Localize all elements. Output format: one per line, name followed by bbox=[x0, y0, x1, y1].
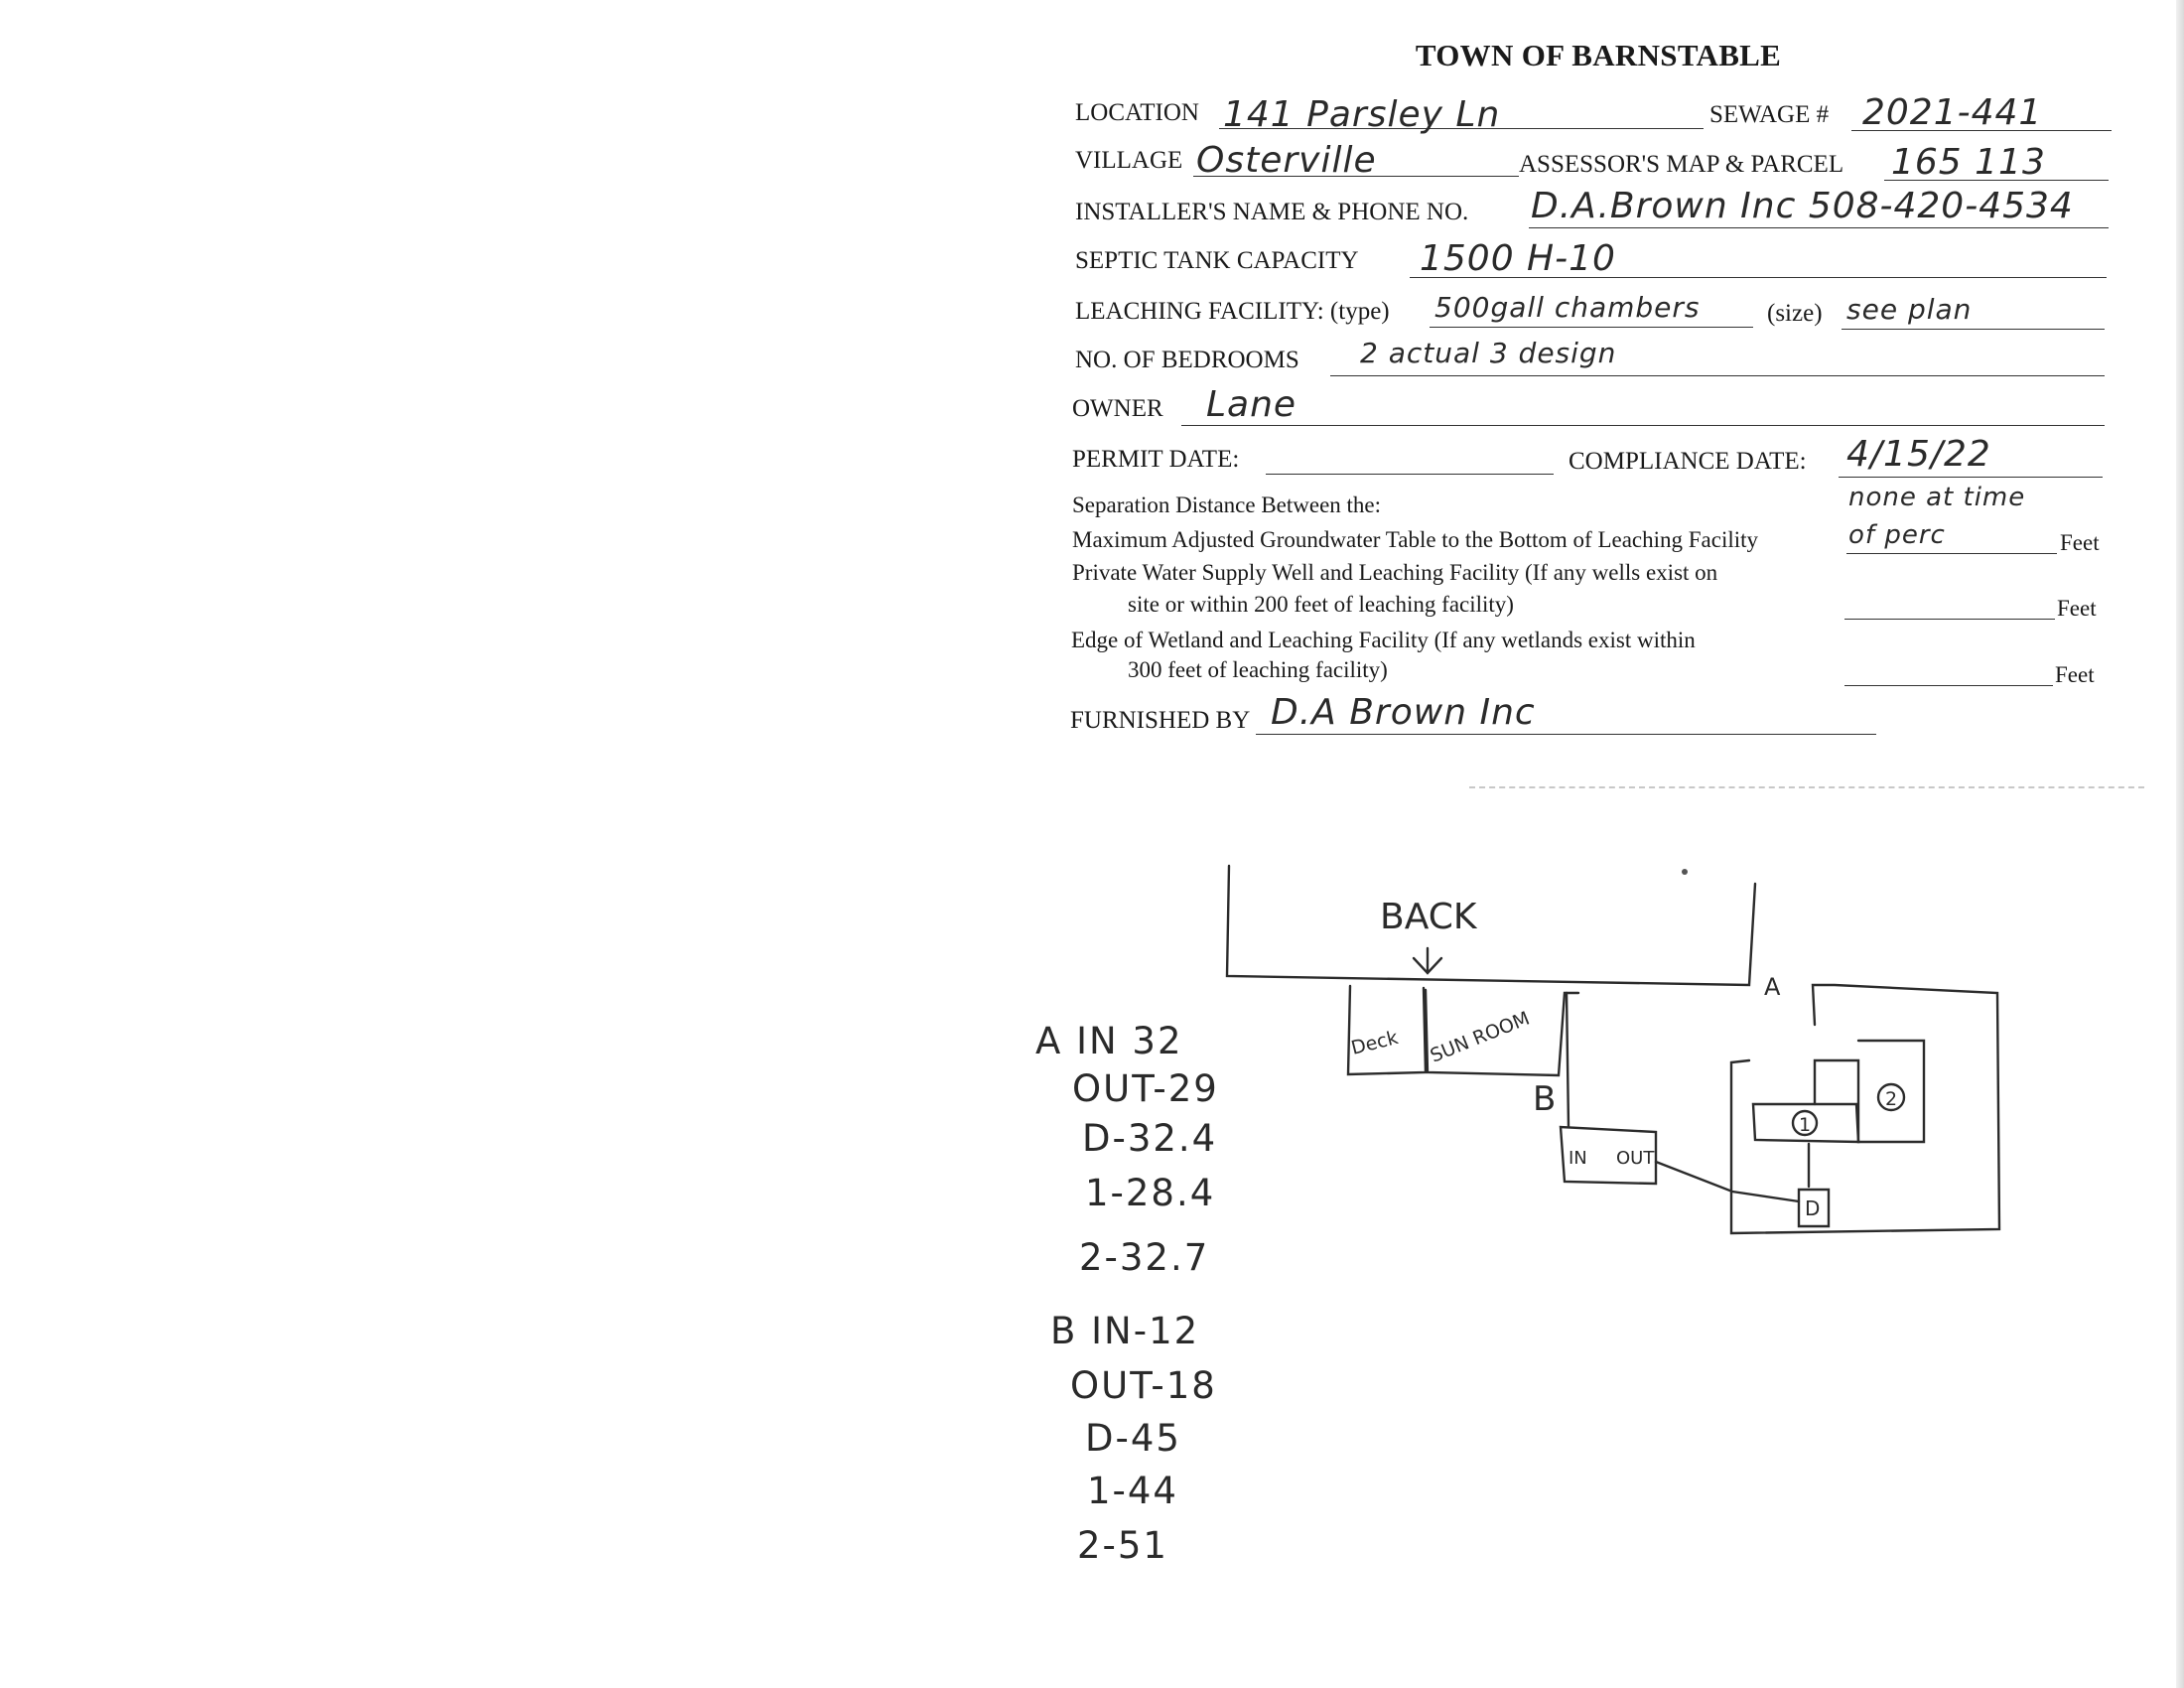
septic-capacity-label: SEPTIC TANK CAPACITY bbox=[1075, 247, 1359, 274]
village-value: Osterville bbox=[1196, 140, 1377, 181]
chamber-2-label: 2 bbox=[1885, 1088, 1898, 1110]
sewage-number-value: 2021-441 bbox=[1862, 92, 2043, 133]
sun-room-label: SUN ROOM bbox=[1427, 1007, 1533, 1067]
bedrooms-label: NO. OF BEDROOMS bbox=[1075, 347, 1299, 373]
owner-value: Lane bbox=[1206, 384, 1297, 425]
note-b-2: 2-51 bbox=[1077, 1524, 1168, 1567]
tank-to-dbox-pipe bbox=[1656, 1162, 1799, 1201]
note-a-1: 1-28.4 bbox=[1085, 1172, 1216, 1214]
septic-capacity-value: 1500 H-10 bbox=[1420, 238, 1616, 279]
note-a-out: OUT-29 bbox=[1072, 1067, 1219, 1110]
note-b-d: D-45 bbox=[1085, 1417, 1181, 1460]
wetland-text-line1: Edge of Wetland and Leaching Facility (If any wetlands exist within bbox=[1071, 628, 1696, 652]
note-b-1: 1-44 bbox=[1087, 1470, 1178, 1512]
furnished-by-value: D.A Brown Inc bbox=[1271, 692, 1536, 733]
groundwater-note-1: none at time bbox=[1848, 483, 2026, 512]
separation-heading: Separation Distance Between the: bbox=[1072, 492, 1382, 517]
note-b-out: OUT-18 bbox=[1070, 1364, 1217, 1407]
village-label: VILLAGE bbox=[1075, 147, 1183, 174]
location-label: LOCATION bbox=[1075, 99, 1199, 126]
leaching-type-value: 500gall chambers bbox=[1434, 291, 1701, 324]
note-a-d: D-32.4 bbox=[1082, 1117, 1218, 1160]
compliance-date-label: COMPLIANCE DATE: bbox=[1569, 448, 1807, 475]
house-to-tank-pipe bbox=[1567, 993, 1569, 1127]
note-a-2: 2-32.7 bbox=[1079, 1236, 1210, 1279]
tank-out-label: OUT bbox=[1616, 1148, 1655, 1169]
well-feet-unit: Feet bbox=[2057, 596, 2097, 621]
furnished-by-label: FURNISHED BY bbox=[1070, 707, 1251, 734]
location-value: 141 Parsley Ln bbox=[1223, 94, 1501, 135]
assessors-map-label: ASSESSOR'S MAP & PARCEL bbox=[1519, 151, 1844, 178]
sewage-number-label: SEWAGE # bbox=[1709, 101, 1830, 128]
well-text-line2: site or within 200 feet of leaching facility) bbox=[1128, 592, 1514, 617]
note-a-in: A IN 32 bbox=[1035, 1020, 1183, 1062]
well-text-line1: Private Water Supply Well and Leaching Facility (If any wells exist on bbox=[1072, 560, 1718, 585]
groundwater-text: Maximum Adjusted Groundwater Table to the Bottom of Leaching Facility bbox=[1072, 527, 1759, 552]
leaching-size-label: (size) bbox=[1767, 300, 1823, 327]
groundwater-note-2: of perc bbox=[1848, 520, 1946, 550]
leaching-type-label: LEACHING FACILITY: (type) bbox=[1075, 298, 1390, 325]
tank-in-label: IN bbox=[1569, 1148, 1587, 1169]
back-arrow bbox=[1414, 948, 1441, 973]
scan-dot bbox=[1682, 869, 1688, 875]
deck-label: Deck bbox=[1348, 1026, 1401, 1059]
point-b-label: B bbox=[1533, 1079, 1557, 1119]
installer-label: INSTALLER'S NAME & PHONE NO. bbox=[1075, 199, 1469, 225]
house-outline bbox=[1227, 866, 1755, 985]
groundwater-feet-unit: Feet bbox=[2060, 530, 2100, 555]
leaching-size-value: see plan bbox=[1846, 293, 1973, 326]
point-a-label: A bbox=[1764, 973, 1781, 1001]
dbox-label: D bbox=[1805, 1196, 1821, 1220]
chamber-1-label: 1 bbox=[1799, 1114, 1812, 1136]
owner-label: OWNER bbox=[1072, 395, 1163, 422]
bedrooms-value: 2 actual 3 design bbox=[1360, 337, 1617, 369]
assessors-map-value: 165 113 bbox=[1891, 142, 2046, 183]
form-title: TOWN OF BARNSTABLE bbox=[1415, 38, 1782, 72]
wetland-text-line2: 300 feet of leaching facility) bbox=[1128, 657, 1388, 682]
back-label: BACK bbox=[1380, 897, 1477, 937]
wetland-feet-unit: Feet bbox=[2055, 662, 2095, 687]
permit-date-label: PERMIT DATE: bbox=[1072, 446, 1240, 473]
installer-value: D.A.Brown Inc 508-420-4534 bbox=[1531, 186, 2074, 226]
note-b-in: B IN-12 bbox=[1050, 1310, 1200, 1352]
leach-field-outline bbox=[1731, 985, 1999, 1233]
compliance-date-value: 4/15/22 bbox=[1846, 434, 1991, 475]
chamber-2-box bbox=[1815, 1041, 1924, 1142]
